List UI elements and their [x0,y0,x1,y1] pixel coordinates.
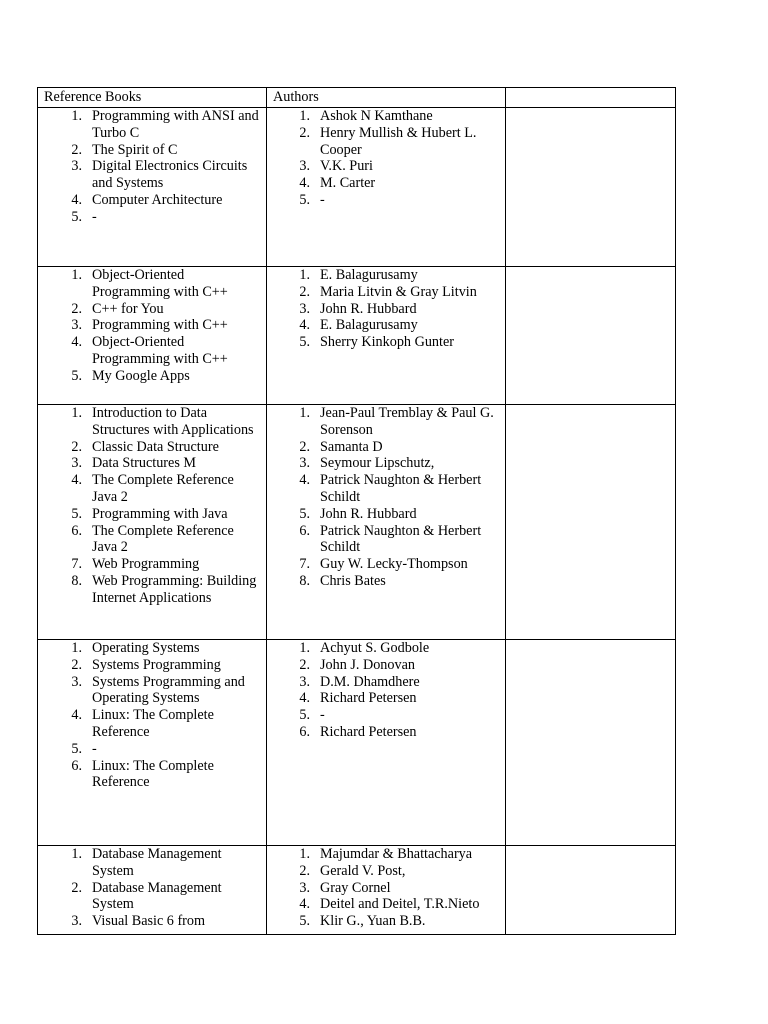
book-item-text: The Spirit of C [92,141,178,158]
book-item-text: Linux: The Complete Reference [92,757,214,791]
author-item [267,301,505,318]
authors-cell [267,846,506,935]
book-item-text: The Complete Reference Java 2 [92,472,234,505]
list-number: 1. [299,108,310,124]
books-cell [38,108,267,267]
books-cell [38,640,267,846]
book-item [38,707,266,741]
book-item [38,405,266,439]
empty-cell [506,405,676,640]
list-number: 2. [299,862,310,879]
list-number: 2. [299,283,310,300]
list-number: 3. [299,158,310,175]
book-item [38,640,266,657]
table-row [38,267,676,405]
list-number: 2. [71,438,82,455]
header-cell-authors [267,88,506,108]
author-item-text: Gerald V. Post, [320,862,406,879]
books-cell [38,405,267,640]
list-number: 5. [299,334,310,351]
book-item-text: Object-Oriented Programming with C++ [92,334,228,367]
header-cell-books [38,88,267,108]
book-item [38,657,266,674]
authors-cell [267,267,506,405]
author-item-text: Gray Cornel [320,879,391,896]
book-item [38,334,266,368]
list-number: 4. [299,896,310,913]
author-item-text: Seymour Lipschutz, [320,455,435,472]
list-number: 1. [299,640,310,656]
author-item [267,125,505,159]
author-item-text: John R. Hubbard [320,505,417,522]
author-item-text: V.K. Puri [320,158,373,175]
book-item-text: Systems Programming and Operating Systems [92,673,245,707]
list-number: 2. [299,124,310,141]
author-item-text: E. Balagurusamy [320,317,418,334]
list-number: 3. [71,455,82,472]
list-number: 1. [299,267,310,283]
book-item [38,913,266,930]
book-item-text: Programming with C++ [92,317,228,334]
book-item-text: Digital Electronics Circuits and Systems [92,158,248,192]
author-item-text: Deitel and Deitel, T.R.Nieto [320,896,480,913]
list-number: 4. [299,472,310,489]
author-item [267,284,505,301]
list-number: 5. [71,367,82,384]
author-item [267,506,505,523]
book-item [38,317,266,334]
authors-cell [267,640,506,846]
header-cell-empty [506,88,676,108]
list-number: 7. [71,556,82,573]
authors-cell [267,405,506,640]
authors-list [267,846,505,930]
list-number: 2. [299,656,310,673]
list-number: 3. [299,455,310,472]
book-item [38,846,266,880]
list-number: 5. [299,505,310,522]
author-item [267,863,505,880]
book-item-text: Web Programming [92,556,200,573]
list-number: 1. [299,405,310,421]
author-item [267,523,505,557]
list-number: 3. [71,158,82,175]
book-item [38,209,266,226]
table-row [38,405,676,640]
list-number: 6. [299,522,310,539]
list-number: 4. [299,317,310,334]
author-item [267,455,505,472]
author-item-text: Richard Petersen [320,723,417,740]
list-number: 4. [299,175,310,192]
author-item [267,657,505,674]
book-item-text: Database Management System [92,879,222,913]
author-item [267,556,505,573]
list-number: 4. [71,707,82,724]
author-item [267,846,505,863]
book-item [38,142,266,159]
book-item [38,158,266,192]
author-item [267,405,505,439]
author-item [267,913,505,930]
authors-list [267,267,505,351]
list-number: 5. [71,208,82,225]
book-item [38,556,266,573]
author-item [267,108,505,125]
author-item [267,175,505,192]
book-item-text: Computer Architecture [92,191,223,208]
book-item [38,368,266,385]
list-number: 1. [71,846,82,862]
book-item [38,741,266,758]
list-number: 6. [71,757,82,774]
table-row [38,108,676,267]
list-number: 1. [71,108,82,124]
authors-cell [267,108,506,267]
author-item [267,880,505,897]
book-item-text: Systems Programming [92,656,221,673]
list-number: 8. [299,572,310,589]
header-authors: Authors [273,89,319,105]
book-item-text: Linux: The Complete Reference [92,707,214,740]
list-number: 3. [299,879,310,896]
list-number: 4. [71,191,82,208]
table-header-row [38,88,676,108]
book-item [38,439,266,456]
author-item-text: E. Balagurusamy [320,267,418,283]
author-item-text: D.M. Dhamdhere [320,673,420,690]
book-item-text: My Google Apps [92,367,190,384]
authors-list [267,640,505,741]
list-number: 4. [71,334,82,351]
author-item-text: Jean-Paul Tremblay & Paul G. Sorenson [320,405,494,438]
books-list [38,267,266,385]
table-row [38,640,676,846]
author-item-text: - [320,707,325,724]
author-item-text: Henry Mullish & Hubert L. Cooper [320,124,477,158]
list-number: 3. [71,317,82,334]
empty-cell [506,846,676,935]
author-item [267,724,505,741]
book-item-text: Visual Basic 6 from [92,913,206,930]
book-item-text: Introduction to Data Structures with Applications [92,405,254,438]
author-item [267,640,505,657]
author-item-text: Klir G., Yuan B.B. [320,913,426,930]
empty-cell [506,267,676,405]
book-item-text: C++ for You [92,300,164,317]
book-item [38,758,266,792]
reference-books-table [37,87,676,935]
list-number: 3. [299,673,310,690]
author-item-text: Achyut S. Godbole [320,640,430,656]
book-item [38,523,266,557]
book-item [38,108,266,142]
list-number: 6. [71,522,82,539]
books-list [38,846,266,930]
list-number: 7. [299,556,310,573]
list-number: 6. [299,723,310,740]
book-item [38,472,266,506]
book-item [38,880,266,914]
header-reference-books: Reference Books [44,89,142,105]
authors-list [267,405,505,590]
author-item-text: Majumdar & Bhattacharya [320,846,473,862]
book-item-text: Classic Data Structure [92,438,219,455]
list-number: 8. [71,572,82,589]
author-item [267,690,505,707]
list-number: 2. [71,656,82,673]
book-item [38,674,266,708]
book-item-text: Data Structures M [92,455,197,472]
author-item [267,707,505,724]
book-item-text: - [92,740,97,757]
book-item [38,301,266,318]
authors-list [267,108,505,209]
author-item-text: Maria Litvin & Gray Litvin [320,283,477,300]
book-item [38,506,266,523]
author-item-text: - [320,191,325,208]
book-item [38,455,266,472]
list-number: 5. [299,913,310,930]
author-item-text: Richard Petersen [320,690,417,707]
book-item-text: Programming with Java [92,505,228,522]
list-number: 4. [71,472,82,489]
table-row [38,846,676,935]
book-item-text: Database Management System [92,846,222,879]
book-item-text: Programming with ANSI and Turbo C [92,108,259,141]
author-item-text: Samanta D [320,438,383,455]
author-item-text: Guy W. Lecky-Thompson [320,556,468,573]
list-number: 1. [71,405,82,421]
author-item [267,158,505,175]
list-number: 3. [71,913,82,930]
author-item-text: Ashok N Kamthane [320,108,433,124]
books-list [38,640,266,791]
book-item-text: The Complete Reference Java 2 [92,522,234,556]
book-item-text: - [92,208,97,225]
book-item-text: Object-Oriented Programming with C++ [92,267,228,300]
list-number: 5. [71,740,82,757]
book-item [38,192,266,209]
author-item-text: Chris Bates [320,572,386,589]
list-number: 5. [299,707,310,724]
list-number: 2. [71,300,82,317]
empty-cell [506,108,676,267]
list-number: 2. [71,141,82,158]
book-item-text: Operating Systems [92,640,200,656]
books-list [38,405,266,607]
list-number: 1. [71,640,82,656]
list-number: 4. [299,690,310,707]
author-item-text: Sherry Kinkoph Gunter [320,334,454,351]
book-item [38,267,266,301]
list-number: 5. [299,191,310,208]
author-item [267,439,505,456]
list-number: 1. [299,846,310,862]
author-item [267,472,505,506]
list-number: 1. [71,267,82,283]
books-list [38,108,266,226]
book-item-text: Web Programming: Building Internet Applications [92,572,257,606]
author-item-text: John J. Donovan [320,656,415,673]
author-item-text: John R. Hubbard [320,300,417,317]
author-item-text: M. Carter [320,175,376,192]
author-item [267,334,505,351]
list-number: 2. [71,879,82,896]
list-number: 5. [71,505,82,522]
list-number: 2. [299,438,310,455]
author-item [267,896,505,913]
author-item [267,317,505,334]
author-item-text: Patrick Naughton & Herbert Schildt [320,472,482,505]
list-number: 3. [299,300,310,317]
books-cell [38,267,267,405]
author-item [267,267,505,284]
author-item-text: Patrick Naughton & Herbert Schildt [320,522,482,556]
books-cell [38,846,267,935]
empty-cell [506,640,676,846]
author-item [267,192,505,209]
book-item [38,573,266,607]
author-item [267,674,505,691]
list-number: 3. [71,673,82,690]
author-item [267,573,505,590]
